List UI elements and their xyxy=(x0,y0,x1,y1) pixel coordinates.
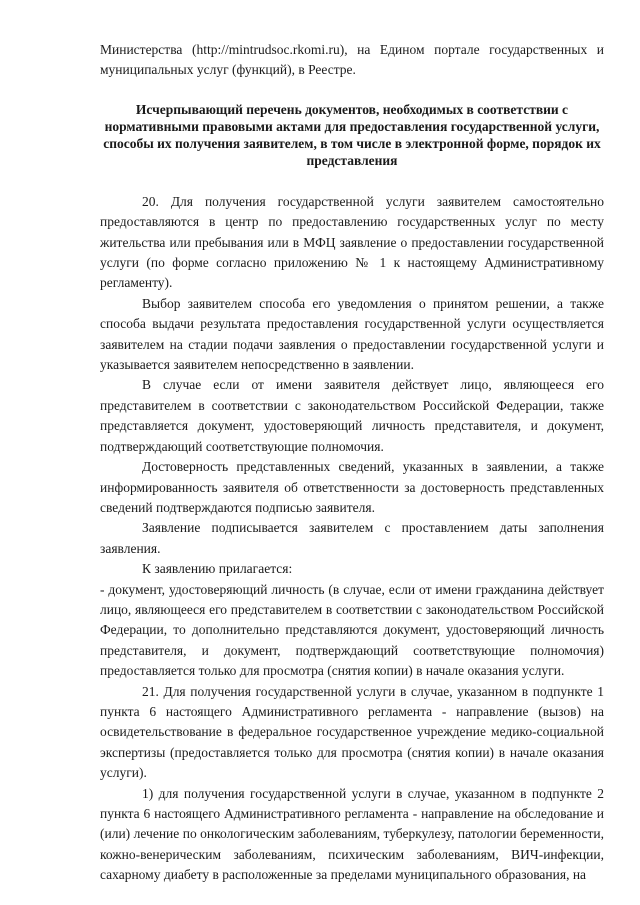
paragraph-21: 21. Для получения государственной услуги в случае, указанном в подпункте 1 пункта 6 настоящего Административного регламента - направление (вызов) на освидетельствование в федеральное государственное учреждение медико-социальной экспертизы (предоставляется только для просмотра (снятия копии) в начале оказания услуги). xyxy=(100,683,604,781)
paragraph-signature: Заявление подписывается заявителем с проставлением даты заполнения заявления. xyxy=(100,520,604,556)
paragraph-reliability: Достоверность представленных сведений, указанных в заявлении, а также информированность заявителя об ответственности за достоверность представленных сведений подтверждаются подписью заявителя. xyxy=(100,459,604,515)
list-item-identity-document: - документ, удостоверяющий личность (в случае, если от имени гражданина действует лицо, являющееся его представителем в соответствии с законодательством Российской Федерации, то дополнительно представляются документ, удостоверяющий личность представителя, и документ, подтверждающий соответствующие полномочия) предоставляется только для просмотра (снятия копии) в начале оказания услуги. xyxy=(100,581,604,679)
paragraph-attachments: К заявлению прилагается: xyxy=(142,561,293,577)
section-heading: Исчерпывающий перечень документов, необходимых в соответствии с нормативными правовыми актами для предоставления государственной услуги, способы их получения заявителем, в том числе в электронной форме, порядок их представления xyxy=(103,101,601,168)
paragraph-21-subitem-1: 1) для получения государственной услуги в случае, указанном в подпункте 2 пункта 6 настоящего Административного регламента - направление на обследование и (или) лечение по онкологическим заболеваниям, туберкулезу, патологии беременности, кожно-венерическим заболеваниям, психическим заболеваниям, ВИЧ-инфекции, сахарному диабету в расположенные за пределами муниципального образования, на xyxy=(100,785,604,883)
paragraph-representative: В случае если от имени заявителя действует лицо, являющееся его представителем в соответствии с законодательством Российской Федерации, также представляется документ, удостоверяющий личность представителя, и документ, подтверждающий соответствующие полномочия. xyxy=(100,377,604,454)
paragraph-notification-method: Выбор заявителем способа его уведомления о принятом решении, а также способа выдачи результата предоставления государственной услуги осуществляется заявителем на стадии подачи заявления о предоставлении государственной услуги и указывается заявителем непосредственно в заявлении. xyxy=(100,295,604,373)
document-page xyxy=(100,40,604,886)
intro-paragraph: Министерства (http://mintrudsoc.rkomi.ru), на Едином портале государственных и муниципальных услуг (функций), в Реестре. xyxy=(100,42,604,78)
paragraph-20: 20. Для получения государственной услуги заявителем самостоятельно предоставляются в центр по предоставлению государственных услуг по месту жительства или пребывания или в МФЦ заявление о предоставлении государственной услуги (по форме согласно приложению № 1 к настоящему Административному регламенту). xyxy=(100,193,604,291)
